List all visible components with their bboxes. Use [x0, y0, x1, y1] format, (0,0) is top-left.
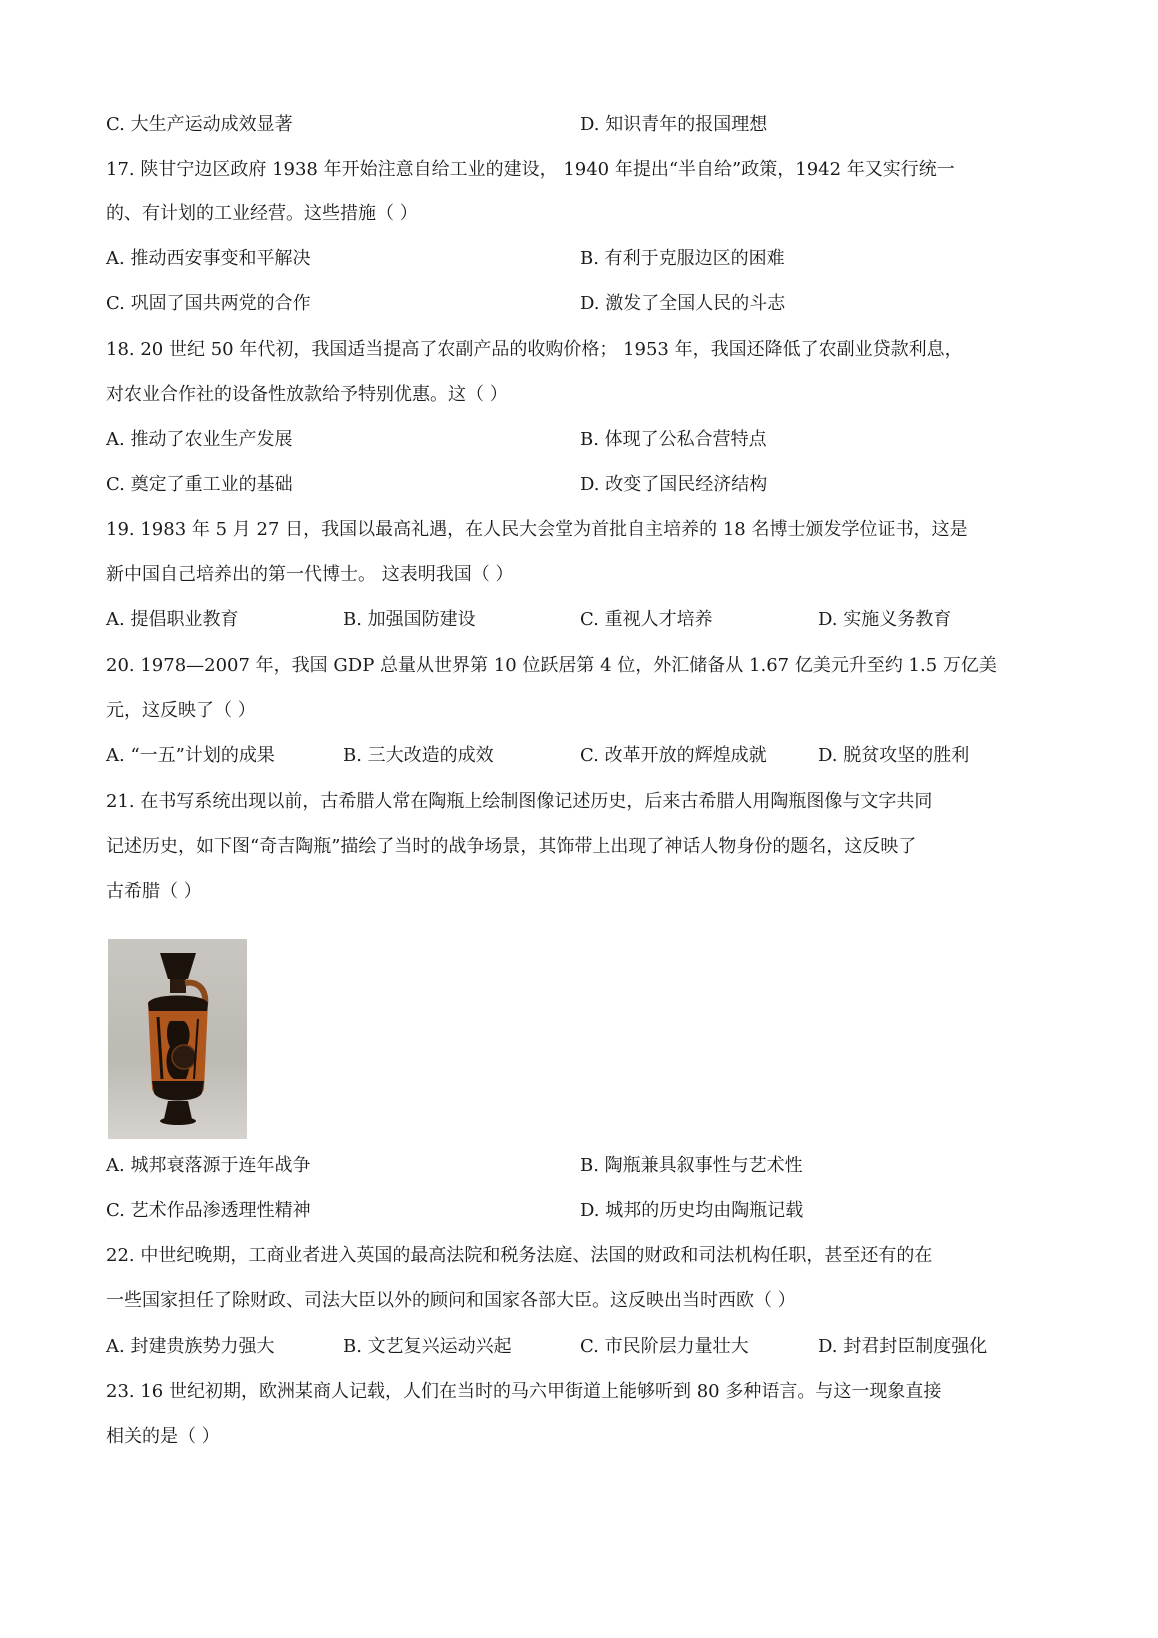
q21-option-c[interactable]: C. 艺术作品渗透理性精神	[106, 1200, 311, 1221]
q22-stem-line2: 一些国家担任了除财政、司法大臣以外的顾问和国家各部大臣。这反映出当时西欧（ ）	[106, 1290, 796, 1311]
q23-stem-line2: 相关的是（ ）	[106, 1426, 220, 1447]
q20-option-b[interactable]: B. 三大改造的成效	[343, 745, 494, 766]
q17-option-b[interactable]: B. 有利于克服边区的困难	[580, 248, 785, 269]
q19-option-a[interactable]: A. 提倡职业教育	[106, 609, 239, 630]
q21-stem-line2: 记述历史，如下图“奇吉陶瓶”描绘了当时的战争场景，其饰带上出现了神话人物身份的题名，这反映了	[106, 836, 917, 857]
q19-stem-line2: 新中国自己培养出的第一代博士。 这表明我国（ ）	[106, 564, 514, 585]
q19-option-b[interactable]: B. 加强国防建设	[343, 609, 476, 630]
q19-option-d[interactable]: D. 实施义务教育	[818, 609, 952, 630]
q20-stem-line1: 20. 1978—2007 年，我国 GDP 总量从世界第 10 位跃居第 4 位，外汇储备从 1.67 亿美元升至约 1.5 万亿美	[106, 655, 997, 676]
q17-stem-line2: 的、有计划的工业经营。这些措施（ ）	[106, 203, 418, 224]
q18-option-c[interactable]: C. 奠定了重工业的基础	[106, 474, 293, 495]
q21-option-b[interactable]: B. 陶瓶兼具叙事性与艺术性	[580, 1155, 803, 1176]
q18-option-a[interactable]: A. 推动了农业生产发展	[106, 429, 293, 450]
q21-stem-line3: 古希腊（ ）	[106, 881, 202, 902]
greek-vase-photo	[108, 939, 247, 1139]
q18-option-d[interactable]: D. 改变了国民经济结构	[580, 474, 768, 495]
q20-option-a[interactable]: A. “一五”计划的成果	[106, 745, 275, 766]
q18-option-b[interactable]: B. 体现了公私合营特点	[580, 429, 767, 450]
q16-option-d[interactable]: D. 知识青年的报国理想	[580, 114, 768, 135]
q22-option-a[interactable]: A. 封建贵族势力强大	[106, 1336, 275, 1357]
q18-stem-line2: 对农业合作社的设备性放款给予特别优惠。这（ ）	[106, 384, 508, 405]
q23-stem-line1: 23. 16 世纪初期，欧洲某商人记载，人们在当时的马六甲街道上能够听到 80 多种语言。与这一现象直接	[106, 1381, 942, 1402]
q17-stem-line1: 17. 陕甘宁边区政府 1938 年开始注意自给工业的建设， 1940 年提出“半自给”政策，1942 年又实行统一	[106, 159, 955, 180]
q22-stem-line1: 22. 中世纪晚期，工商业者进入英国的最高法院和税务法庭、法国的财政和司法机构任职，甚至还有的在	[106, 1245, 933, 1266]
q22-option-c[interactable]: C. 市民阶层力量壮大	[580, 1336, 749, 1357]
q17-option-d[interactable]: D. 激发了全国人民的斗志	[580, 293, 786, 314]
q17-option-c[interactable]: C. 巩固了国共两党的合作	[106, 293, 311, 314]
q19-stem-line1: 19. 1983 年 5 月 27 日，我国以最高礼遇，在人民大会堂为首批自主培养的 18 名博士颁发学位证书，这是	[106, 519, 968, 540]
q20-option-c[interactable]: C. 改革开放的辉煌成就	[580, 745, 767, 766]
q20-stem-line2: 元，这反映了（ ）	[106, 700, 256, 721]
q21-stem-line1: 21. 在书写系统出现以前，古希腊人常在陶瓶上绘制图像记述历史，后来古希腊人用陶瓶图像与文字共同	[106, 791, 933, 812]
q22-option-d[interactable]: D. 封君封臣制度强化	[818, 1336, 988, 1357]
q20-option-d[interactable]: D. 脱贫攻坚的胜利	[818, 745, 970, 766]
q17-option-a[interactable]: A. 推动西安事变和平解决	[106, 248, 311, 269]
q19-option-c[interactable]: C. 重视人才培养	[580, 609, 713, 630]
q21-option-d[interactable]: D. 城邦的历史均由陶瓶记载	[580, 1200, 804, 1221]
q16-option-c[interactable]: C. 大生产运动成效显著	[106, 114, 293, 135]
q22-option-b[interactable]: B. 文艺复兴运动兴起	[343, 1336, 512, 1357]
q18-stem-line1: 18. 20 世纪 50 年代初，我国适当提高了农副产品的收购价格； 1953 年，我国还降低了农副业贷款利息，	[106, 339, 963, 360]
q21-option-a[interactable]: A. 城邦衰落源于连年战争	[106, 1155, 311, 1176]
